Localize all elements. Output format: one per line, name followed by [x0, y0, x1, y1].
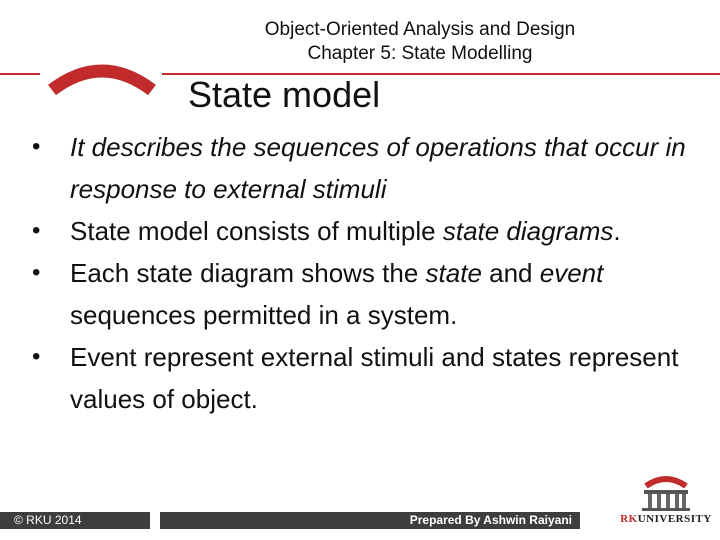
bullet-icon: • [32, 259, 41, 286]
chapter-title: Chapter 5: State Modelling [307, 43, 533, 64]
slide-header [200, 18, 640, 66]
bullet-text: and [481, 258, 540, 288]
footer-author: Prepared By Ashwin Raiyani [160, 512, 580, 529]
footer-copyright: © RKU 2014 [0, 512, 150, 529]
bullet-text: Event represent external stimuli and states represent values of object. [70, 342, 679, 414]
course-title: Object-Oriented Analysis and Design [264, 19, 576, 40]
bullet-text: state diagrams [442, 216, 614, 246]
bullet-text: event [539, 258, 604, 288]
bullet-item [32, 210, 702, 252]
bullet-icon: • [32, 217, 41, 244]
red-arc-decoration [46, 52, 158, 98]
bullet-item [32, 252, 702, 336]
bullet-text: state [425, 258, 482, 288]
university-logo-text: RKUNIVERSITY [620, 513, 712, 525]
header-rule-left [0, 73, 40, 75]
bullet-text: sequences permitted in a system. [70, 300, 458, 330]
slide-title: State model [188, 74, 381, 115]
bullet-text: It describes the sequences of operations that occur in response to external stimuli [70, 132, 686, 204]
bullet-list [32, 126, 702, 420]
bullet-text: Each state diagram shows the [70, 258, 426, 288]
bullet-item [32, 336, 702, 420]
bullet-text: State model consists of multiple [70, 216, 443, 246]
bullet-item [32, 126, 702, 210]
bullet-icon: • [32, 133, 41, 160]
bullet-icon: • [32, 343, 41, 370]
bullet-text: . [613, 216, 621, 246]
